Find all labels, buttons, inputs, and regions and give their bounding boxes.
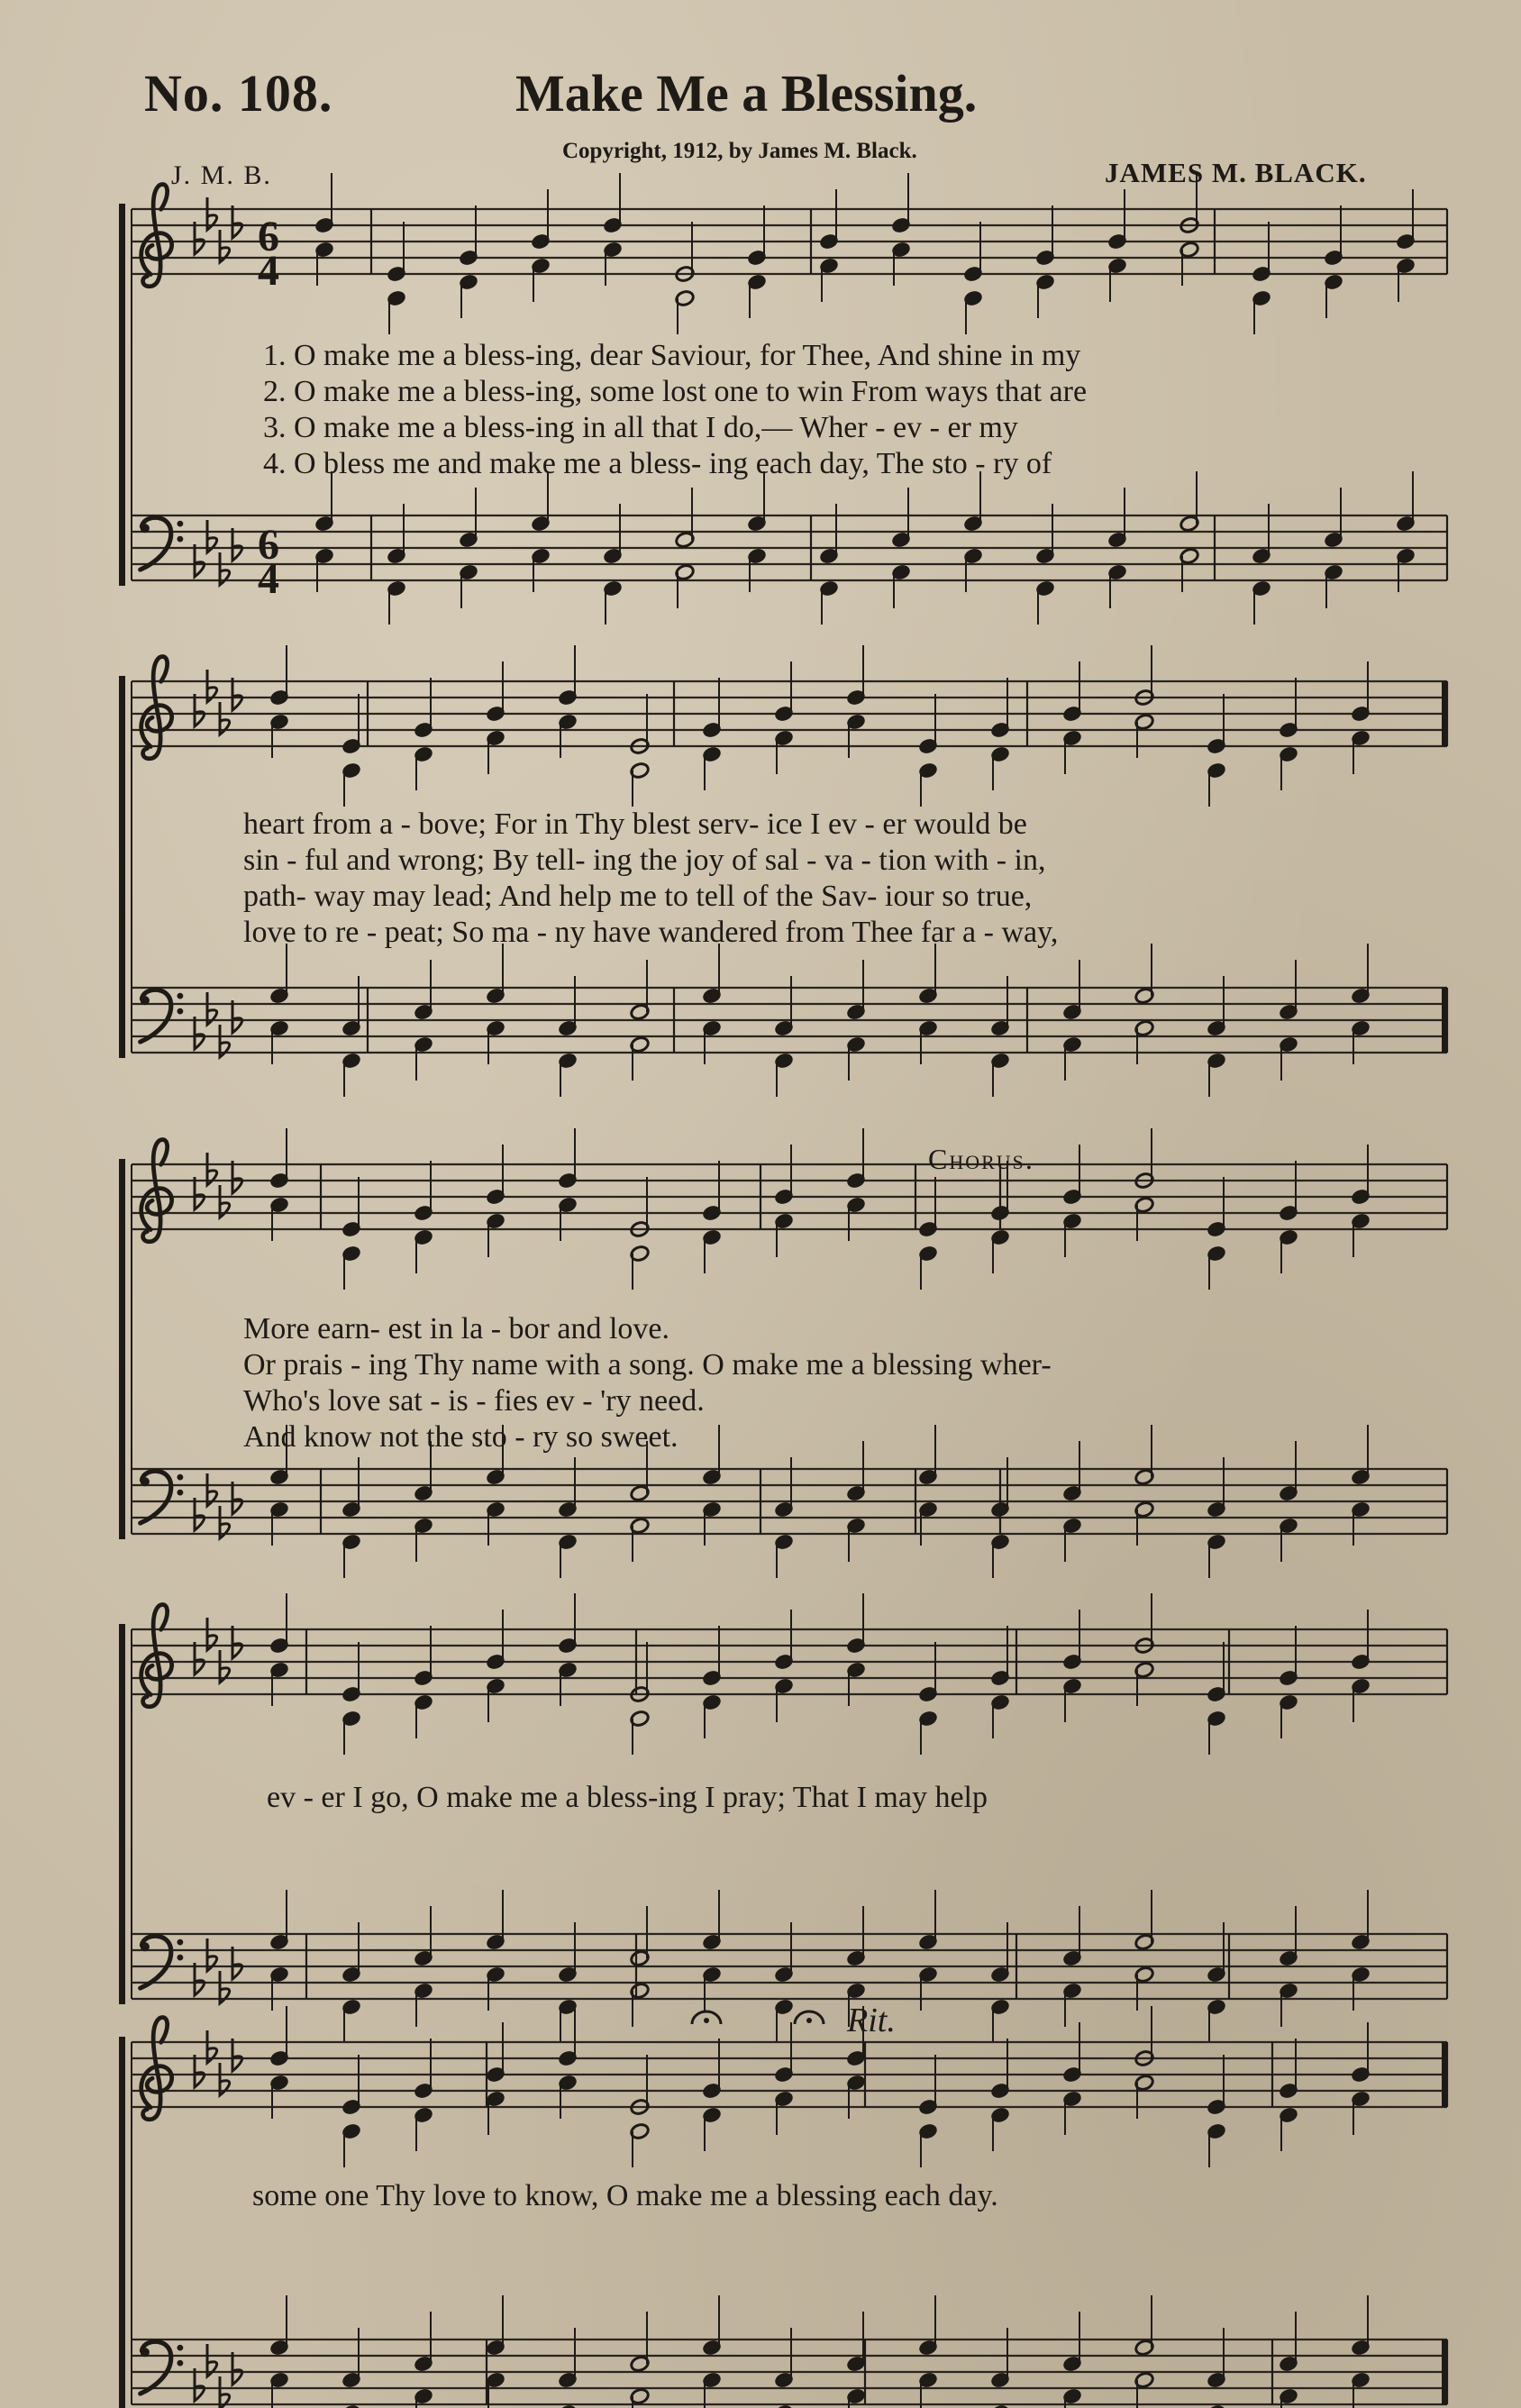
- lyric-line: 2. O make me a bless-ing, some lost one to win From ways that are: [263, 375, 1088, 408]
- composer-name: JAMES M. BLACK.: [1105, 157, 1367, 188]
- time-signature: 4: [258, 555, 279, 603]
- flat-icon: [232, 678, 242, 710]
- hymn-title: Make Me a Blessing.: [515, 64, 978, 123]
- lyric-line: More earn- est in la - bor and love.: [243, 1312, 669, 1345]
- flat-icon: [232, 528, 242, 561]
- flat-icon: [232, 2039, 242, 2071]
- time-signature: 4: [258, 247, 279, 295]
- flat-icon: [232, 1482, 242, 1514]
- flat-icon: [195, 2055, 205, 2087]
- bass-clef-icon: [141, 2341, 184, 2394]
- final-bar: [1442, 988, 1448, 1053]
- lyric-line: heart from a - bove; For in Thy blest serv- ice I ev - er would be: [243, 807, 1027, 841]
- system-bracket: [119, 204, 125, 586]
- flat-icon: [195, 544, 205, 577]
- flat-icon: [232, 1161, 242, 1193]
- flat-icon: [195, 1642, 205, 1674]
- final-bar: [1442, 2340, 1448, 2404]
- bass-clef-icon: [141, 1936, 184, 1988]
- bass-clef-icon: [141, 990, 184, 1042]
- flat-icon: [220, 2376, 230, 2408]
- bass-clef-icon: [141, 1471, 184, 1523]
- lyric-line: And know not the sto - ry so sweet.: [243, 1420, 679, 1454]
- system-bracket: [119, 2037, 125, 2408]
- flat-icon: [232, 1000, 242, 1033]
- lyric-line: 4. O bless me and make me a bless- ing each day, The sto - ry of: [263, 447, 1052, 480]
- flat-icon: [195, 1498, 205, 1530]
- system-bracket: [119, 1624, 125, 2004]
- lyric-line: ev - er I go, O make me a bless-ing I pray; That I may help: [267, 1781, 988, 1814]
- final-bar: [1442, 2042, 1448, 2107]
- flat-icon: [195, 1177, 205, 1209]
- flat-icon: [195, 1963, 205, 1995]
- treble-clef-icon: [141, 1604, 172, 1706]
- flat-icon: [195, 694, 205, 726]
- lyric-line: Who's love sat - is - fies ev - 'ry need.: [243, 1384, 705, 1418]
- fermata-icon: [806, 2018, 812, 2023]
- flat-icon: [195, 2368, 205, 2401]
- chorus-marking: Chorus.: [928, 1143, 1034, 1175]
- time-signature: 6: [258, 521, 279, 569]
- lyric-line: some one Thy love to know, O make me a blessing each day.: [252, 2179, 998, 2212]
- system-bracket: [119, 676, 125, 1058]
- final-bar: [1442, 681, 1448, 746]
- treble-clef-icon: [141, 184, 172, 286]
- flat-icon: [232, 205, 242, 238]
- copyright-notice: Copyright, 1912, by James M. Black.: [562, 139, 917, 163]
- flat-icon: [232, 1626, 242, 1658]
- lyric-line: love to re - peat; So ma - ny have wandered from Thee far a - way,: [243, 916, 1059, 949]
- system-bracket: [119, 1159, 125, 1539]
- flat-icon: [232, 1947, 242, 1979]
- ritardando-marking: Rit.: [847, 2002, 896, 2039]
- treble-clef-icon: [141, 2017, 172, 2119]
- hymn-number: No. 108.: [144, 64, 333, 123]
- flat-icon: [195, 222, 205, 254]
- lyric-line: sin - ful and wrong; By tell- ing the joy of sal - va - tion with - in,: [243, 844, 1046, 877]
- treble-clef-icon: [141, 656, 172, 758]
- lyric-line: 3. O make me a bless-ing in all that I do,— Wher - ev - er my: [263, 411, 1018, 444]
- flat-icon: [195, 1017, 205, 1049]
- treble-clef-icon: [141, 1139, 172, 1241]
- time-signature: 6: [258, 213, 279, 260]
- lyric-line: Or prais - ing Thy name with a song. O make me a blessing wher-: [243, 1348, 1052, 1382]
- bass-clef-icon: [141, 517, 184, 570]
- flat-icon: [232, 2352, 242, 2385]
- fermata-icon: [704, 2018, 709, 2023]
- lyricist-initials: J. M. B.: [171, 160, 272, 190]
- lyric-line: 1. O make me a bless-ing, dear Saviour, for Thee, And shine in my: [263, 339, 1081, 372]
- lyric-line: path- way may lead; And help me to tell of the Sav- iour so true,: [243, 880, 1033, 913]
